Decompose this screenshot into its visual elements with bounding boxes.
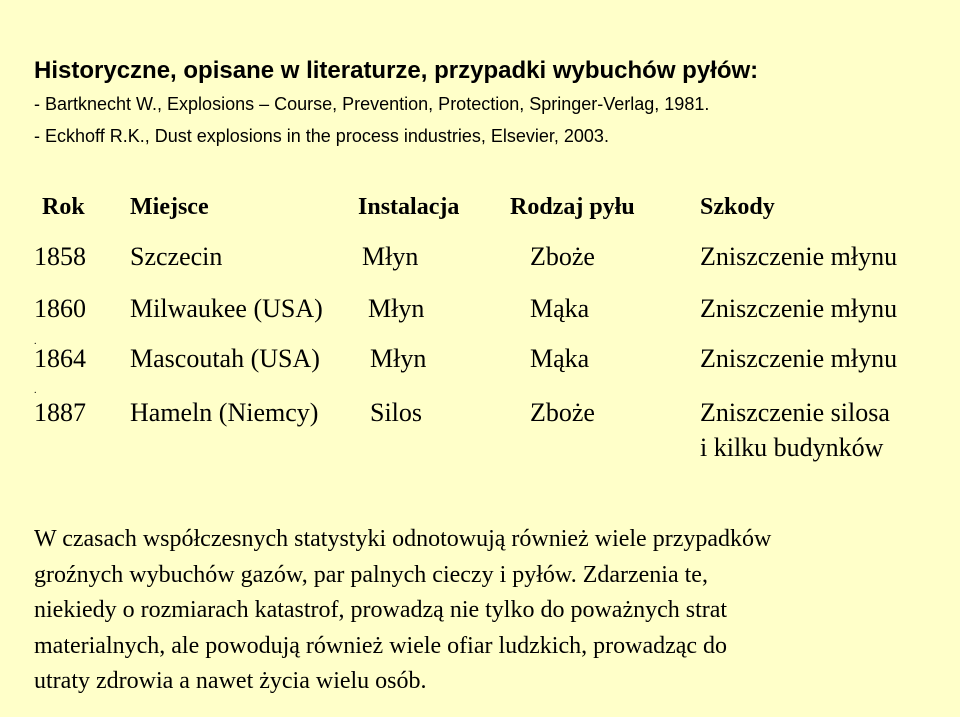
paragraph-line: groźnych wybuchów gazów, par palnych cieczy i pyłów. Zdarzenia te, bbox=[34, 561, 708, 588]
paragraph-line: W czasach współczesnych statystyki odnotowują również wiele przypadków bbox=[34, 526, 772, 552]
cell-damage: Zniszczenie silosa bbox=[700, 398, 890, 427]
cell-installation: Silos bbox=[370, 398, 423, 427]
cell-place: Mascoutah (USA) bbox=[130, 344, 320, 373]
cell-dust: Zboże bbox=[530, 398, 595, 427]
cell-year: 1860 bbox=[34, 294, 86, 323]
bullet-dot: . bbox=[34, 336, 37, 347]
cell-year: 1864 bbox=[34, 344, 86, 373]
reference-1: - Bartknecht W., Explosions – Course, Prevention, Protection, Springer-Verlag, 1981. bbox=[34, 94, 710, 114]
cell-dust: Mąka bbox=[530, 344, 590, 373]
column-header-year: Rok bbox=[42, 194, 85, 220]
cell-dust: Zboże bbox=[530, 242, 595, 271]
column-header-place: Miejsce bbox=[130, 194, 209, 220]
summary-paragraph bbox=[34, 522, 934, 700]
slide-title: Historyczne, opisane w literaturze, przypadki wybuchów pyłów: bbox=[34, 57, 759, 84]
cell-installation: Młyn bbox=[368, 294, 425, 323]
cell-year: 1858 bbox=[34, 242, 86, 271]
cell-place: Szczecin bbox=[130, 242, 223, 271]
reference-2: - Eckhoff R.K., Dust explosions in the process industries, Elsevier, 2003. bbox=[34, 126, 609, 146]
column-header-damage: Szkody bbox=[700, 194, 775, 220]
cell-damage: Zniszczenie młynu bbox=[700, 294, 898, 323]
cell-damage: Zniszczenie młynu bbox=[700, 242, 898, 271]
cell-damage: Zniszczenie młynu bbox=[700, 344, 898, 373]
paragraph-line: utraty zdrowia a nawet życia wielu osób. bbox=[34, 668, 427, 694]
column-header-installation: Instalacja bbox=[358, 194, 460, 220]
cell-dust: Mąka bbox=[530, 294, 590, 323]
column-header-dust: Rodzaj pyłu bbox=[510, 194, 635, 220]
bullet-dot: . bbox=[34, 385, 37, 396]
cell-place: Milwaukee (USA) bbox=[130, 294, 323, 323]
paragraph-line: niekiedy o rozmiarach katastrof, prowadzą nie tylko do poważnych strat bbox=[34, 597, 728, 623]
cell-installation: Młyn bbox=[370, 344, 427, 373]
cell-year: 1887 bbox=[34, 398, 86, 427]
cell-damage-continued: i kilku budynków bbox=[700, 433, 884, 462]
paragraph-line: materialnych, ale powodują również wiele ofiar ludzkich, prowadząc do bbox=[34, 632, 728, 659]
cell-installation: Młyn bbox=[362, 242, 419, 271]
cell-place: Hameln (Niemcy) bbox=[130, 398, 319, 427]
